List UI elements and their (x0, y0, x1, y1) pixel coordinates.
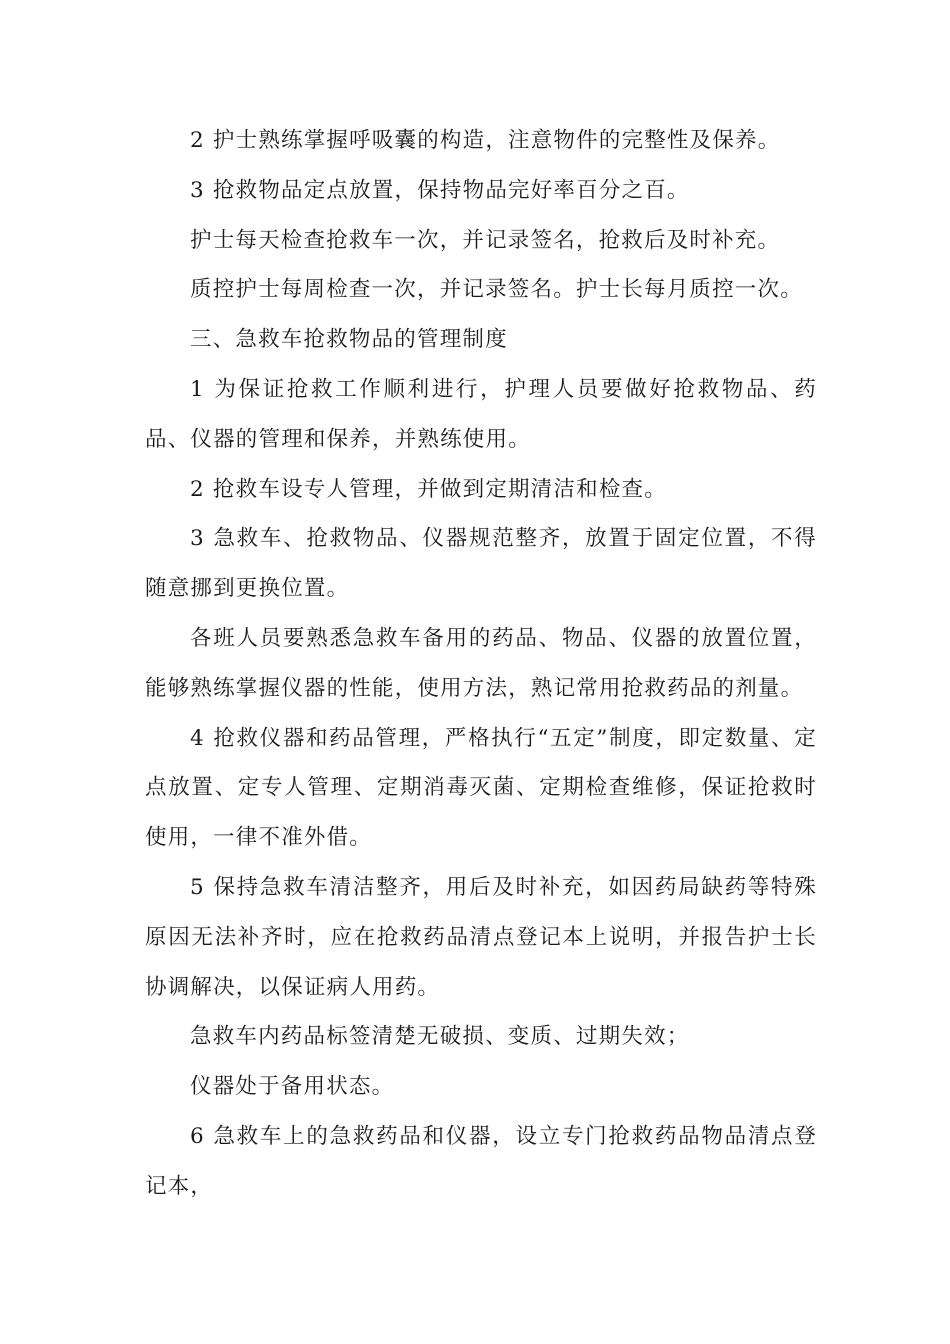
paragraph: 各班人员要熟悉急救车备用的药品、物品、仪器的放置位置，能够熟练掌握仪器的性能，使用方法，熟记常用抢救药品的剂量。 (145, 625, 817, 701)
paragraph: 5 保持急救车清洁整齐，用后及时补充，如因药局缺药等特殊原因无法补齐时，应在抢救药品清点登记本上说明，并报告护士长协调解决，以保证病人用药。 (145, 874, 817, 1000)
paragraph: 2 抢救车设专人管理，并做到定期清洁和检查。 (190, 476, 667, 502)
paragraph: 4 抢救仪器和药品管理，严格执行“五定”制度，即定数量、定点放置、定专人管理、定期消毒灭菌、定期检查维修，保证抢救时使用，一律不准外借。 (145, 725, 817, 851)
paragraph: 3 抢救物品定点放置，保持物品完好率百分之百。 (190, 177, 690, 203)
section-heading: 三、急救车抢救物品的管理制度 (190, 327, 508, 353)
paragraph: 护士每天检查抢救车一次，并记录签名，抢救后及时补充。 (190, 227, 781, 253)
paragraph: 6 急救车上的急救药品和仪器，设立专门抢救药品物品清点登记本， (145, 1123, 817, 1199)
paragraph: 2 护士熟练掌握呼吸囊的构造，注意物件的完整性及保养。 (190, 128, 781, 153)
paragraph: 急救车内药品标签清楚无破损、变质、过期失效； (190, 1024, 690, 1050)
paragraph: 质控护士每周检查一次，并记录签名。护士长每月质控一次。 (190, 277, 803, 303)
paragraph: 仪器处于备用状态。 (190, 1074, 395, 1100)
paragraph: 3 急救车、抢救物品、仪器规范整齐，放置于固定位置，不得随意挪到更换位置。 (145, 526, 817, 602)
document-body (145, 116, 817, 1212)
paragraph: 1 为保证抢救工作顺利进行，护理人员要做好抢救物品、药品、仪器的管理和保养，并熟练使用。 (145, 376, 817, 452)
